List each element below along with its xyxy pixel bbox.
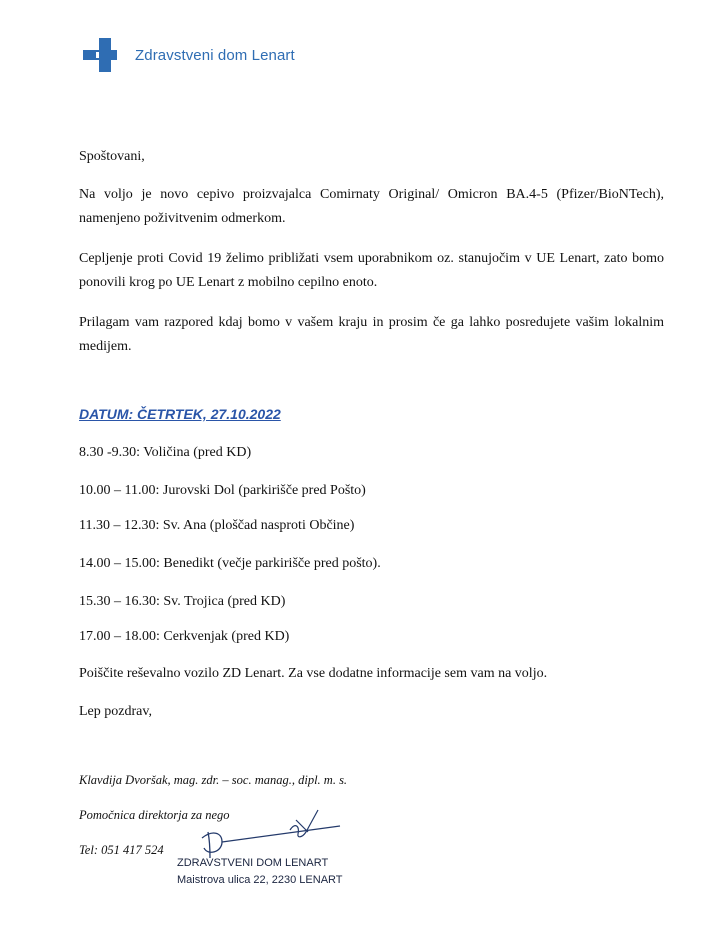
paragraph-mobile-unit: Cepljenje proti Covid 19 želimo približati vsem uporabnikom oz. stanujočim v UE Lenart, zato bomo ponovili krog po UE Lenart z mobilno cepilno enoto.: [79, 251, 664, 290]
signer-name: Klavdija Dvoršak, mag. zdr. – soc. manag., dipl. m. s.: [79, 773, 348, 787]
paragraph-vaccine: Na voljo je novo cepivo proizvajalca Comirnaty Original/ Omicron BA.4-5 (Pfizer/BioNTech), namenjeno poživitvenim odmerkom.: [79, 187, 664, 226]
schedule-item: 14.00 – 15.00: Benedikt (večje parkirišče pred pošto).: [79, 556, 381, 571]
signer-title: Pomočnica direktorja za nego: [79, 808, 230, 822]
closing-note: Poiščite reševalno vozilo ZD Lenart. Za vse dodatne informacije sem vam na voljo.: [79, 666, 548, 681]
handwritten-signature: [200, 808, 350, 863]
schedule-item: 8.30 -9.30: Voličina (pred KD): [79, 445, 252, 460]
schedule-item: 17.00 – 18.00: Cerkvenjak (pred KD): [79, 629, 290, 644]
stamp-line-2: Maistrova ulica 22, 2230 LENART: [177, 874, 343, 886]
paragraph-schedule-request: Prilagam vam razpored kdaj bomo v vašem kraju in prosim če ga lahko posredujete vašim lokalnim medijem.: [79, 315, 664, 354]
stamp-line-1: ZDRAVSTVENI DOM LENART: [177, 857, 329, 869]
regards: Lep pozdrav,: [79, 704, 152, 719]
date-heading: DATUM: ČETRTEK, 27.10.2022: [79, 406, 281, 422]
schedule-item: 10.00 – 11.00: Jurovski Dol (parkirišče pred Pošto): [79, 483, 366, 498]
schedule-item: 15.30 – 16.30: Sv. Trojica (pred KD): [79, 594, 286, 609]
org-name: Zdravstveni dom Lenart: [135, 46, 295, 64]
schedule-item: 11.30 – 12.30: Sv. Ana (ploščad nasproti Občine): [79, 518, 355, 533]
greeting: Spoštovani,: [79, 149, 145, 164]
signer-phone: Tel: 051 417 524: [79, 843, 164, 857]
header-logo: [83, 38, 295, 72]
medical-cross-logo-icon: [83, 38, 127, 72]
